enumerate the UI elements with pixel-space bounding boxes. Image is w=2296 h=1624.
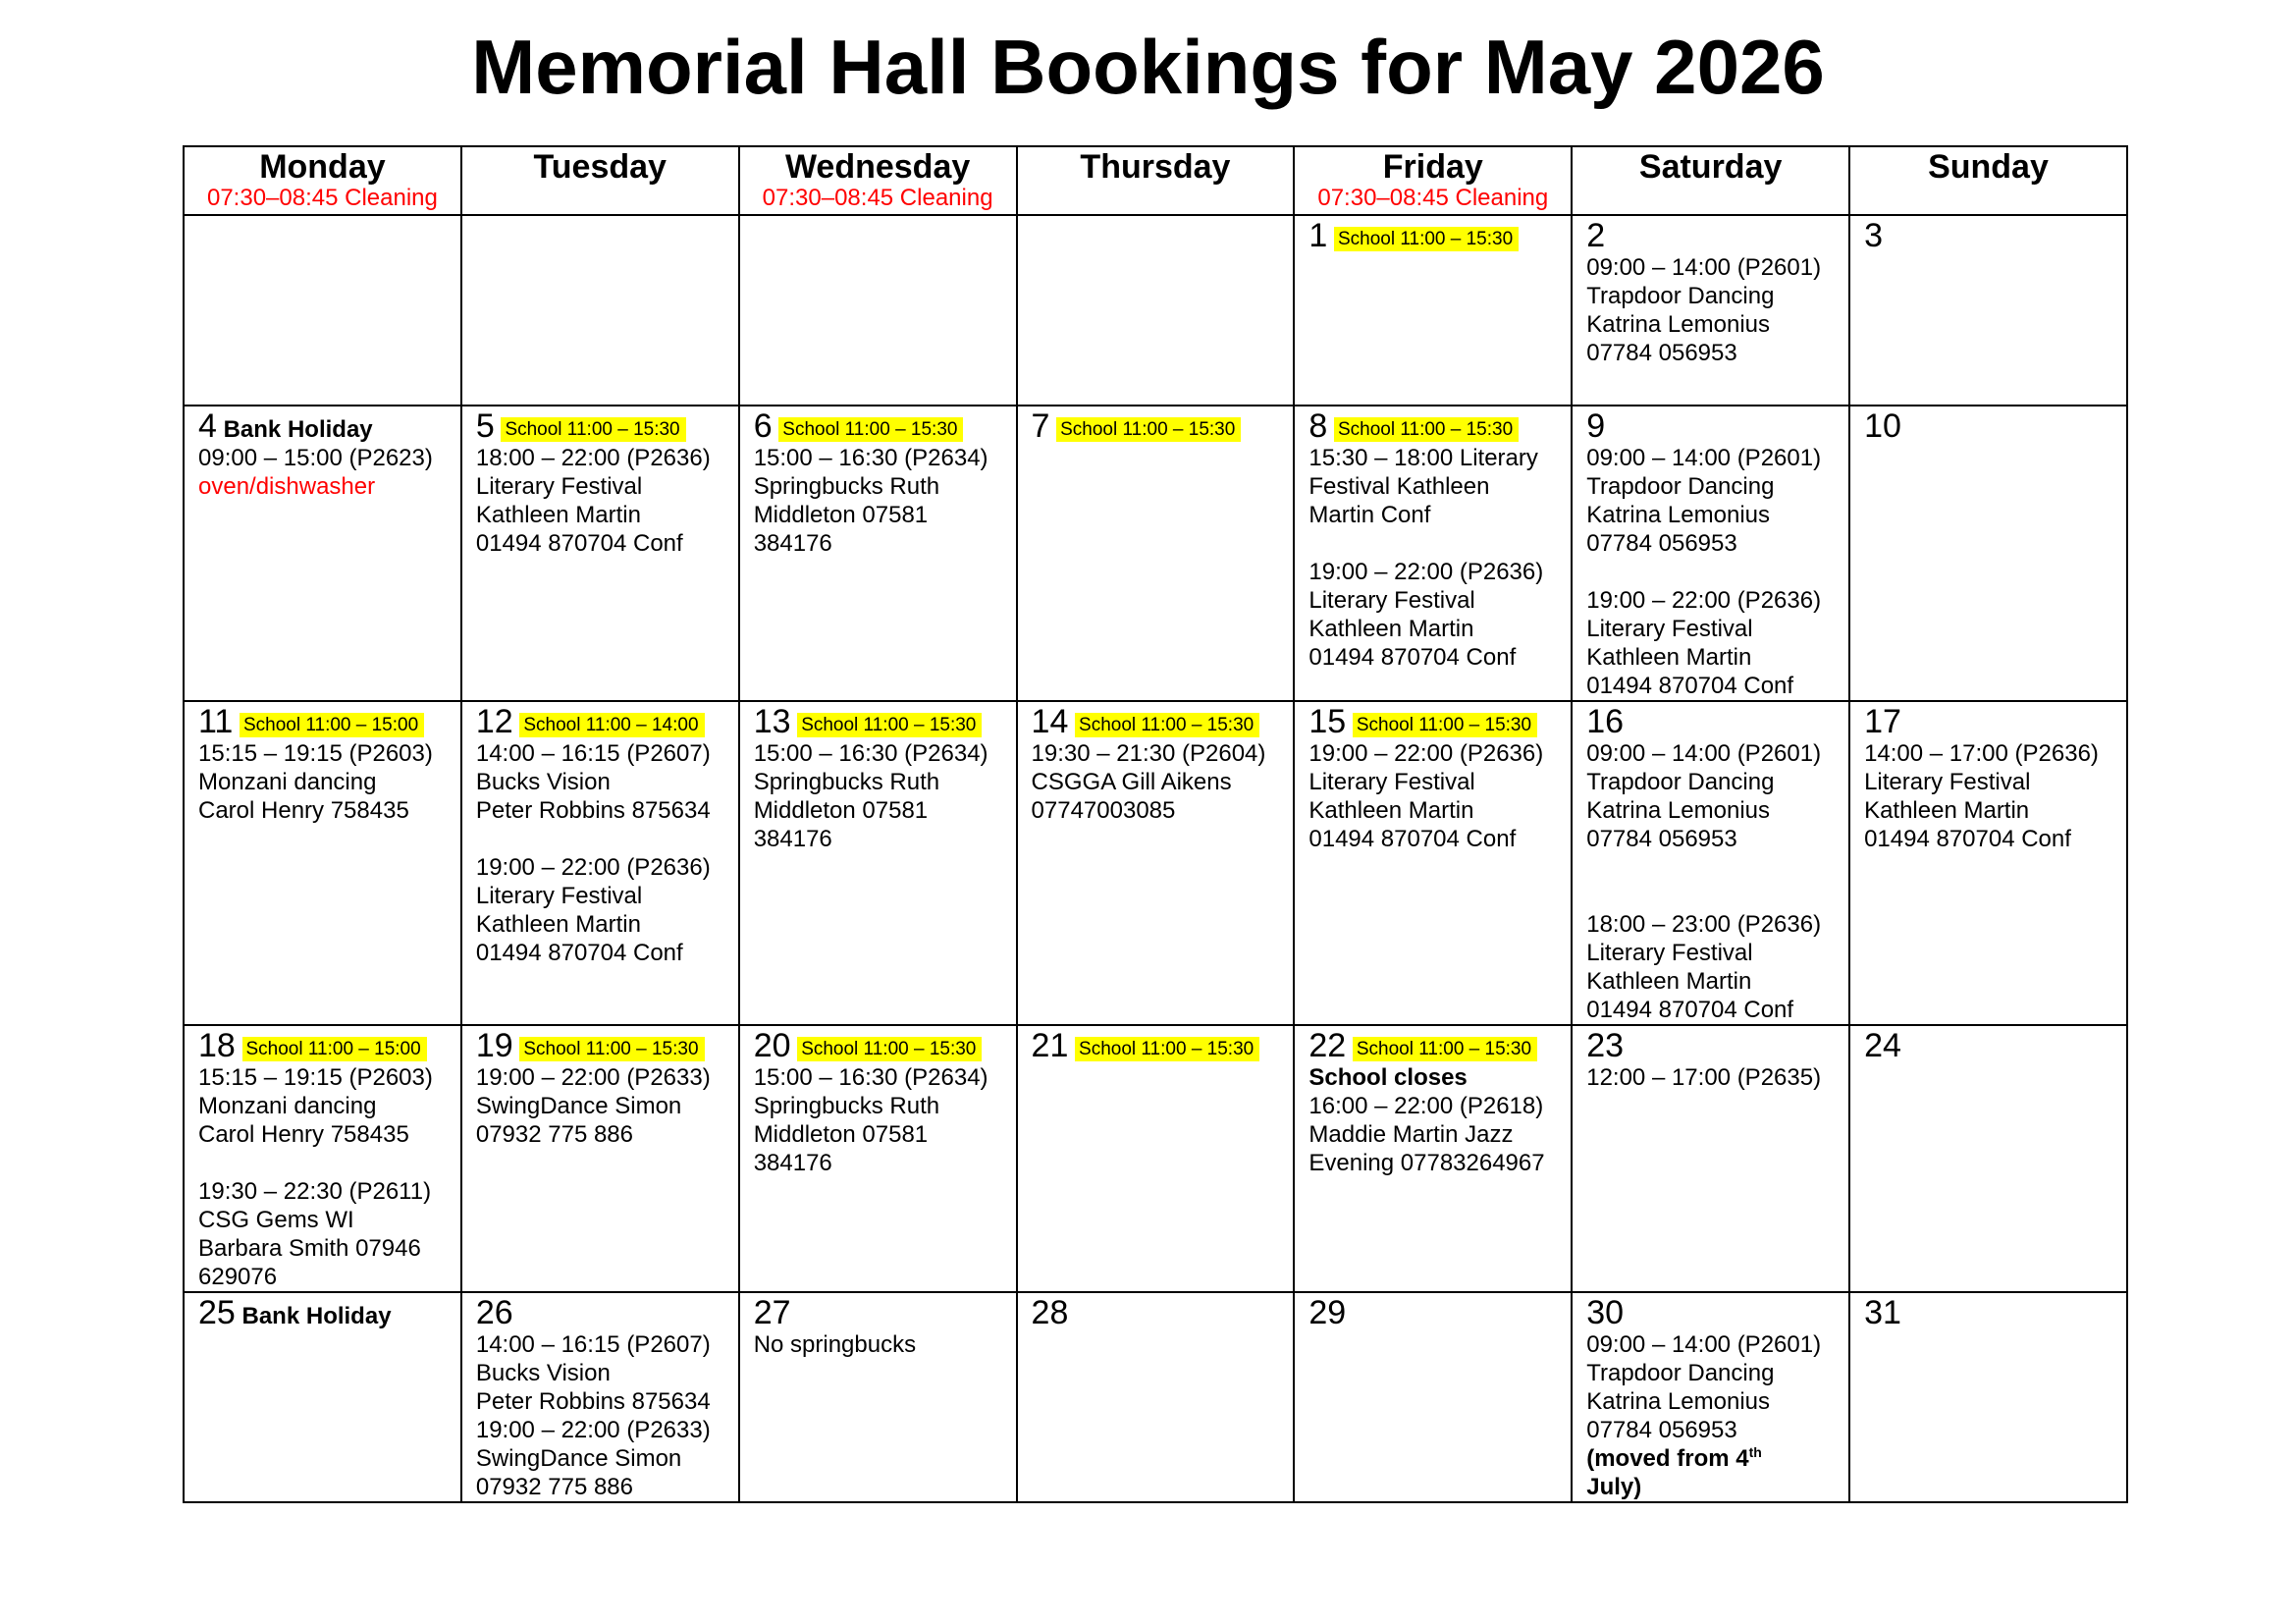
- weekday-label: Tuesday: [533, 148, 667, 186]
- week-row-4: [184, 1025, 2127, 1292]
- weekday-label: Sunday: [1928, 148, 2049, 186]
- day-number: 24: [1864, 1027, 1901, 1064]
- day-number: 30: [1586, 1294, 1625, 1331]
- booking-line: Springbucks Ruth: [753, 769, 940, 795]
- booking-line: 01494 870704 Conf: [1308, 644, 1517, 671]
- booking-line: CSG Gems WI: [198, 1207, 354, 1233]
- booking-line: 01494 870704 Conf: [475, 530, 683, 557]
- moved-note: [1586, 1444, 1839, 1473]
- booking-line: 19:00 – 22:00 (P2636): [475, 854, 711, 881]
- spacer: [1586, 558, 1839, 586]
- booking-line: 09:00 – 14:00 (P2601): [1586, 254, 1822, 281]
- day-number: 26: [475, 1294, 513, 1331]
- day-cell-7: [1017, 406, 1295, 701]
- spacer: [198, 1149, 451, 1177]
- week-row-3: [184, 701, 2127, 1025]
- week-row-2: [184, 406, 2127, 701]
- day-number: 19: [475, 1027, 513, 1064]
- day-cell-2: [1572, 215, 1849, 406]
- booking-line: No springbucks: [753, 1331, 917, 1358]
- calendar-grid: [183, 145, 2128, 1503]
- spacer: [1308, 529, 1561, 558]
- school-badge: School 11:00 – 15:30: [1353, 1037, 1537, 1061]
- day-cell-24: [1849, 1025, 2127, 1292]
- day-cell-10: [1849, 406, 2127, 701]
- booking-line: Monzani dancing: [198, 1093, 377, 1119]
- day-number: 9: [1586, 407, 1606, 445]
- day-number: 20: [753, 1027, 791, 1064]
- day-cell-28: [1017, 1292, 1295, 1502]
- booking-line: 19:00 – 22:00 (P2636): [1308, 559, 1544, 585]
- weekday-label: Friday: [1382, 148, 1483, 186]
- booking-note: oven/dishwasher: [198, 473, 376, 500]
- spacer: [1586, 882, 1839, 910]
- empty-cell: [461, 215, 739, 406]
- school-badge: School 11:00 – 15:30: [519, 1037, 704, 1061]
- day-number: 5: [475, 407, 495, 445]
- booking-line: Middleton 07581: [753, 502, 929, 528]
- booking-line: 01494 870704 Conf: [1864, 826, 2071, 852]
- school-badge: School 11:00 – 15:30: [778, 417, 963, 442]
- day-cell-21: [1017, 1025, 1295, 1292]
- header-friday: [1294, 146, 1572, 215]
- booking-line: 12:00 – 17:00 (P2635): [1586, 1064, 1822, 1091]
- day-number: 2: [1586, 217, 1606, 254]
- day-cell-8: [1294, 406, 1572, 701]
- day-cell-19: [461, 1025, 739, 1292]
- day-cell-25: [184, 1292, 461, 1502]
- booking-line: Katrina Lemonius: [1586, 797, 1770, 824]
- day-number: 25: [198, 1294, 236, 1331]
- school-badge: School 11:00 – 15:30: [1075, 1037, 1259, 1061]
- day-number: 14: [1031, 703, 1069, 740]
- booking-line: 384176: [753, 826, 832, 852]
- booking-line: Trapdoor Dancing: [1586, 769, 1775, 795]
- booking-line: 15:15 – 19:15 (P2603): [198, 1064, 433, 1091]
- booking-line: Kathleen Martin: [1308, 797, 1474, 824]
- day-number: 17: [1864, 703, 1901, 740]
- day-cell-14: [1017, 701, 1295, 1025]
- day-cell-31: [1849, 1292, 2127, 1502]
- booking-line: Katrina Lemonius: [1586, 311, 1770, 338]
- day-number: 12: [475, 703, 513, 740]
- booking-line: 01494 870704 Conf: [475, 940, 683, 966]
- booking-line: Kathleen Martin: [475, 502, 641, 528]
- weekday-header-row: [184, 146, 2127, 215]
- header-monday: [184, 146, 461, 215]
- empty-cell: [739, 215, 1017, 406]
- school-badge: School 11:00 – 15:30: [1353, 713, 1537, 737]
- school-badge: School 11:00 – 14:00: [519, 713, 704, 737]
- booking-line: 15:15 – 19:15 (P2603): [198, 740, 433, 767]
- day-number: 22: [1308, 1027, 1347, 1064]
- week-row-1: [184, 215, 2127, 406]
- day-cell-9: [1572, 406, 1849, 701]
- booking-line: Carol Henry 758435: [198, 797, 409, 824]
- header-thursday: [1017, 146, 1295, 215]
- school-badge: School 11:00 – 15:30: [1075, 713, 1259, 737]
- moved-note-text: (moved from 4: [1586, 1445, 1749, 1472]
- day-number: 15: [1308, 703, 1347, 740]
- booking-line: 07784 056953: [1586, 530, 1737, 557]
- booking-line: 629076: [198, 1264, 278, 1290]
- day-cell-5: [461, 406, 739, 701]
- booking-line: 09:00 – 14:00 (P2601): [1586, 445, 1822, 471]
- bank-holiday-label: Bank Holiday: [241, 1303, 392, 1329]
- day-cell-11: [184, 701, 461, 1025]
- booking-line: Peter Robbins 875634: [475, 1388, 711, 1415]
- booking-line: 09:00 – 15:00 (P2623): [198, 445, 433, 471]
- booking-line: 18:00 – 22:00 (P2636): [475, 445, 711, 471]
- booking-line: Literary Festival: [1308, 587, 1475, 614]
- day-cell-16: [1572, 701, 1849, 1025]
- day-number: 6: [753, 407, 773, 445]
- booking-line: Festival Kathleen: [1308, 473, 1490, 500]
- booking-line: SwingDance Simon: [475, 1445, 682, 1472]
- booking-line: Kathleen Martin: [1864, 797, 2030, 824]
- weekday-label: Monday: [259, 148, 386, 186]
- booking-line: 16:00 – 22:00 (P2618): [1308, 1093, 1544, 1119]
- day-cell-20: [739, 1025, 1017, 1292]
- booking-line: 14:00 – 17:00 (P2636): [1864, 740, 2099, 767]
- booking-line: 384176: [753, 1150, 832, 1176]
- school-badge: School 11:00 – 15:00: [240, 713, 424, 737]
- header-saturday: [1572, 146, 1849, 215]
- day-cell-30: [1572, 1292, 1849, 1502]
- booking-line: 07784 056953: [1586, 826, 1737, 852]
- day-cell-27: [739, 1292, 1017, 1502]
- booking-line: 384176: [753, 530, 832, 557]
- booking-line: Martin Conf: [1308, 502, 1431, 528]
- booking-line: CSGGA Gill Aikens: [1031, 769, 1232, 795]
- booking-line: 19:30 – 22:30 (P2611): [198, 1178, 432, 1205]
- day-cell-12: [461, 701, 739, 1025]
- booking-line: Trapdoor Dancing: [1586, 1360, 1775, 1386]
- booking-line: Literary Festival: [1586, 940, 1753, 966]
- day-cell-6: [739, 406, 1017, 701]
- booking-line: 19:00 – 22:00 (P2636): [1308, 740, 1544, 767]
- day-number: 21: [1031, 1027, 1069, 1064]
- cleaning-note: 07:30–08:45 Cleaning: [1317, 185, 1549, 211]
- day-number: 7: [1031, 407, 1050, 445]
- day-cell-22: [1294, 1025, 1572, 1292]
- day-number: 8: [1308, 407, 1328, 445]
- day-number: 31: [1864, 1294, 1901, 1331]
- booking-line: 01494 870704 Conf: [1586, 997, 1794, 1023]
- day-number: 18: [198, 1027, 236, 1064]
- cleaning-note: 07:30–08:45 Cleaning: [206, 185, 438, 211]
- booking-line: 19:00 – 22:00 (P2633): [475, 1417, 711, 1443]
- booking-line: Springbucks Ruth: [753, 473, 940, 500]
- booking-line: Maddie Martin Jazz: [1308, 1121, 1514, 1148]
- school-badge: School 11:00 – 15:30: [1334, 417, 1519, 442]
- booking-line: Middleton 07581: [753, 797, 929, 824]
- header-wednesday: [739, 146, 1017, 215]
- booking-line: Literary Festival: [1864, 769, 2031, 795]
- booking-line: 14:00 – 16:15 (P2607): [475, 740, 711, 767]
- booking-line: 15:00 – 16:30 (P2634): [753, 1064, 988, 1091]
- booking-line: Katrina Lemonius: [1586, 1388, 1770, 1415]
- day-number: 27: [753, 1294, 791, 1331]
- cleaning-note: 07:30–08:45 Cleaning: [762, 185, 993, 211]
- day-cell-23: [1572, 1025, 1849, 1292]
- booking-line: 07932 775 886: [475, 1474, 634, 1500]
- booking-line: Carol Henry 758435: [198, 1121, 409, 1148]
- booking-line: Springbucks Ruth: [753, 1093, 940, 1119]
- booking-line: Middleton 07581: [753, 1121, 929, 1148]
- weekday-label: Thursday: [1080, 148, 1231, 186]
- booking-line: Literary Festival: [1586, 616, 1753, 642]
- day-cell-1: [1294, 215, 1572, 406]
- booking-line: 07932 775 886: [475, 1121, 634, 1148]
- booking-line: 14:00 – 16:15 (P2607): [475, 1331, 711, 1358]
- booking-line: Peter Robbins 875634: [475, 797, 711, 824]
- header-sunday: [1849, 146, 2127, 215]
- booking-line: 01494 870704 Conf: [1308, 826, 1517, 852]
- booking-line: Bucks Vision: [475, 1360, 611, 1386]
- booking-line: Kathleen Martin: [475, 911, 641, 938]
- day-number: 13: [753, 703, 791, 740]
- booking-line: Katrina Lemonius: [1586, 502, 1770, 528]
- booking-line: 07784 056953: [1586, 1417, 1737, 1443]
- school-closes-note: School closes: [1308, 1064, 1468, 1091]
- day-cell-4: [184, 406, 461, 701]
- booking-line: 07784 056953: [1586, 340, 1737, 366]
- booking-line: Literary Festival: [475, 883, 643, 909]
- booking-line: Kathleen Martin: [1586, 968, 1752, 995]
- week-row-5: [184, 1292, 2127, 1502]
- booking-line: SwingDance Simon: [475, 1093, 682, 1119]
- spacer: [476, 825, 728, 853]
- day-number: 4: [198, 407, 217, 445]
- day-number: 1: [1308, 217, 1328, 254]
- school-badge: School 11:00 – 15:30: [1056, 417, 1241, 442]
- booking-line: 18:00 – 23:00 (P2636): [1586, 911, 1822, 938]
- booking-line: 19:30 – 21:30 (P2604): [1031, 740, 1266, 767]
- ordinal-suffix: th: [1748, 1444, 1762, 1460]
- booking-line: Evening 07783264967: [1308, 1150, 1545, 1176]
- spacer: [1586, 853, 1839, 882]
- moved-note-month: July): [1586, 1474, 1642, 1500]
- booking-line: 07747003085: [1031, 797, 1176, 824]
- booking-line: Kathleen Martin: [1586, 644, 1752, 671]
- school-badge: School 11:00 – 15:00: [242, 1037, 427, 1061]
- booking-line: Trapdoor Dancing: [1586, 473, 1775, 500]
- booking-line: 01494 870704 Conf: [1586, 673, 1794, 699]
- day-cell-15: [1294, 701, 1572, 1025]
- school-badge: School 11:00 – 15:30: [501, 417, 685, 442]
- booking-line: 09:00 – 14:00 (P2601): [1586, 1331, 1822, 1358]
- weekday-label: Wednesday: [784, 148, 971, 186]
- header-tuesday: [461, 146, 739, 215]
- booking-line: Bucks Vision: [475, 769, 611, 795]
- day-number: 16: [1586, 703, 1625, 740]
- weekday-label: Saturday: [1638, 148, 1783, 186]
- empty-cell: [1017, 215, 1295, 406]
- empty-cell: [184, 215, 461, 406]
- school-badge: School 11:00 – 15:30: [1334, 227, 1519, 251]
- day-number: 28: [1031, 1294, 1069, 1331]
- day-number: 3: [1864, 217, 1883, 254]
- day-cell-29: [1294, 1292, 1572, 1502]
- booking-line: Barbara Smith 07946: [198, 1235, 421, 1262]
- booking-line: Kathleen Martin: [1308, 616, 1474, 642]
- booking-line: 19:00 – 22:00 (P2633): [475, 1064, 711, 1091]
- day-cell-17: [1849, 701, 2127, 1025]
- booking-line: Literary Festival: [1308, 769, 1475, 795]
- day-number: 23: [1586, 1027, 1625, 1064]
- day-cell-18: [184, 1025, 461, 1292]
- day-cell-3: [1849, 215, 2127, 406]
- booking-line: 09:00 – 14:00 (P2601): [1586, 740, 1822, 767]
- booking-line: 15:30 – 18:00 Literary: [1308, 445, 1538, 471]
- day-number: 29: [1308, 1294, 1347, 1331]
- booking-line: 15:00 – 16:30 (P2634): [753, 740, 988, 767]
- page-title: Memorial Hall Bookings for May 2026: [471, 24, 1825, 110]
- booking-line: Trapdoor Dancing: [1586, 283, 1775, 309]
- day-cell-13: [739, 701, 1017, 1025]
- school-badge: School 11:00 – 15:30: [797, 713, 982, 737]
- booking-line: Monzani dancing: [198, 769, 377, 795]
- booking-line: 15:00 – 16:30 (P2634): [753, 445, 988, 471]
- booking-line: Literary Festival: [475, 473, 643, 500]
- booking-line: 19:00 – 22:00 (P2636): [1586, 587, 1822, 614]
- bank-holiday-label: Bank Holiday: [223, 416, 373, 443]
- day-number: 10: [1864, 407, 1901, 445]
- day-number: 11: [198, 703, 234, 740]
- school-badge: School 11:00 – 15:30: [797, 1037, 982, 1061]
- day-cell-26: [461, 1292, 739, 1502]
